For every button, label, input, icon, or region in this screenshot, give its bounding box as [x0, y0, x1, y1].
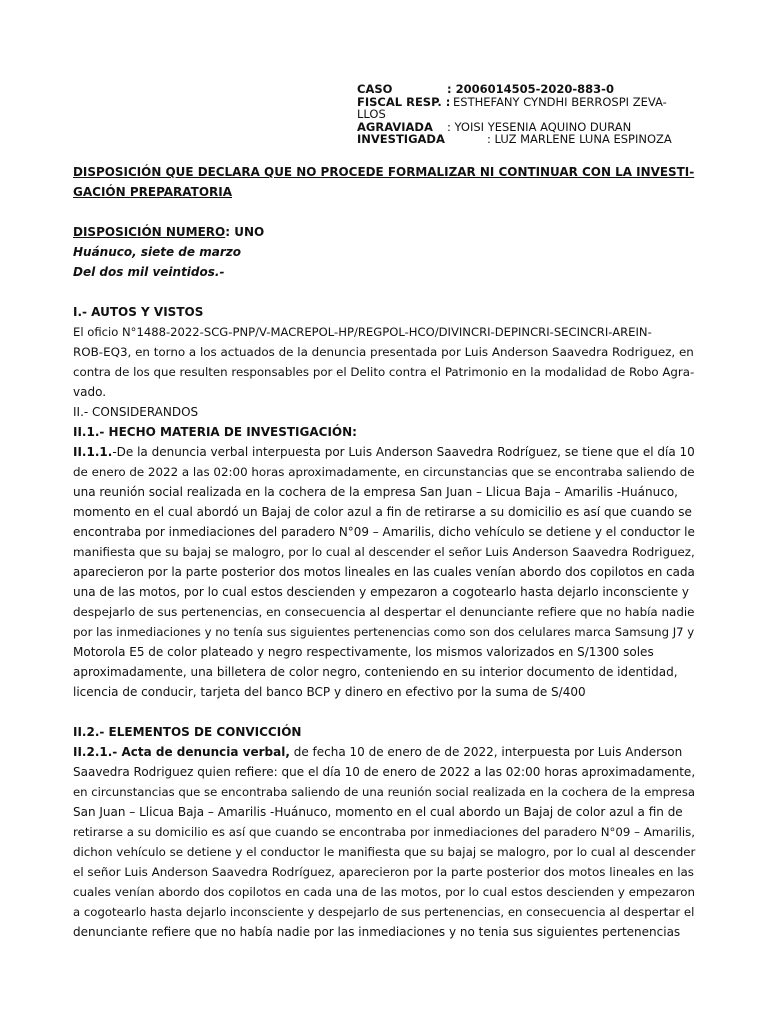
disposicion-value: : UNO: [225, 225, 265, 239]
title-line-2: GACIÓN PREPARATORIA: [73, 185, 233, 199]
hecho-line: despejarlo de sus pertenencias, en consecuencia al despertar el denunciante refiere que no había nadie: [73, 605, 695, 619]
hecho-line: manifiesta que su bajaj se malogro, por lo cual al descender el señor Luis Anderson Saavedra Rodriguez,: [73, 545, 695, 559]
autos-section: [73, 302, 695, 702]
elementos-line: el señor Luis Anderson Saavedra Rodríguez, aparecieron por la parte posterior dos motos lineales en las: [73, 865, 694, 879]
hecho-line: de enero de 2022 a las 02:00 horas aproximadamente, en circunstancias que se encontraba saliendo de: [73, 465, 695, 479]
elementos-line: Saavedra Rodriguez quien refiere: que el día 10 de enero de 2022 a las 02:00 horas aproximadamente,: [73, 765, 696, 779]
hecho-heading: II.1.- HECHO MATERIA DE INVESTIGACIÓN:: [73, 425, 357, 439]
hecho-number: II.1.1.: [73, 445, 113, 459]
hecho-line: aproximadamente, una billetera de color negro, conteniendo en su interior documento de identidad,: [73, 665, 678, 679]
investigada-row: [357, 133, 695, 146]
hecho-line: licencia de conducir, tarjeta del banco BCP y dinero en efectivo por la suma de S/400: [73, 685, 586, 699]
investigada-label: INVESTIGADA: [357, 132, 445, 146]
disposicion-block: [73, 222, 695, 282]
caso-label: CASO: [357, 82, 393, 96]
elementos-section: [73, 722, 695, 942]
autos-heading: I.- AUTOS Y VISTOS: [73, 305, 204, 319]
autos-line: vado.: [73, 385, 107, 399]
fiscal-value: ESTHEFANY CYNDHI BERROSPI ZEVA-: [453, 94, 667, 109]
agraviada-value: : YOISI YESENIA AQUINO DURAN: [447, 119, 632, 134]
elementos-line: II.2.1.- Acta de denuncia verbal, de fecha 10 de enero de de 2022, interpuesta por Luis Anderson: [73, 745, 683, 759]
fiscal-row: [357, 96, 695, 109]
elementos-line: retirarse a su domicilio es así que cuando se encontraba por inmediaciones del paradero N°09 – Amarilis,: [73, 825, 695, 839]
hecho-line: momento en el cual abordó un Bajaj de color azul a fin de retirarse a su domicilio es así que cuando se: [73, 505, 692, 519]
disposicion-number: [73, 222, 695, 242]
title-line-1: DISPOSICIÓN QUE DECLARA QUE NO PROCEDE FORMALIZAR NI CONTINUAR CON LA INVESTI-: [73, 165, 695, 179]
hecho-line: aparecieron por la parte posterior dos motos lineales en las cuales venían abordo dos copilotos en cada: [73, 565, 695, 579]
autos-line: ROB-EQ3, en torno a los actuados de la denuncia presentada por Luis Anderson Saavedra Rodriguez, en: [73, 345, 694, 359]
acta-title: II.2.1.- Acta de denuncia verbal,: [73, 745, 290, 759]
disposicion-label: DISPOSICIÓN NUMERO: [73, 225, 226, 239]
hecho-line: una de las motos, por lo cual estos descienden y empezaron a cogotearlo hasta dejarlo inconsciente y: [73, 585, 690, 599]
elementos-line: cuales venían abordo dos copilotos en cada una de las motos, por lo cual estos descienden y empezaron: [73, 885, 695, 899]
caso-value: : 2006014505-2020-883-0: [447, 82, 614, 96]
considerandos-heading: II.- CONSIDERANDOS: [73, 405, 199, 419]
investigada-value: : LUZ MARLENE LUNA ESPINOZA: [487, 132, 672, 146]
hecho-line: Motorola E5 de color plateado y negro respectivamente, los mismos valorizados en S/1300 soles: [73, 645, 654, 659]
document-title: [73, 162, 695, 202]
fiscal-label: FISCAL RESP. :: [357, 94, 451, 109]
elementos-line: a cogotearlo hasta dejarlo inconsciente y despejarlo de sus pertenencias, en consecuencia al despertar el: [73, 905, 695, 919]
fiscal-value-2: LLOS: [357, 107, 386, 121]
year-text: Del dos mil veintidos.-: [73, 265, 225, 279]
hecho-line: II.1.1.-De la denuncia verbal interpuesta por Luis Anderson Saavedra Rodríguez, se tiene que el día 10: [73, 445, 695, 459]
autos-line: contra de los que resulten responsables por el Delito contra el Patrimonio en la modalidad de Robo Agra-: [73, 365, 695, 379]
place-date: Huánuco, siete de marzo: [73, 245, 241, 259]
hecho-line: una reunión social realizada en la cochera de la empresa San Juan – Llicua Baja – Amarilis -Huánuco,: [73, 485, 678, 499]
case-header: [357, 83, 695, 146]
agraviada-label: AGRAVIADA: [357, 119, 433, 134]
elementos-line: dichon vehículo se detiene y el conductor le manifiesta que su bajaj se malogro, por lo cual al descender: [73, 845, 696, 859]
elementos-line: denunciante refiere que no había nadie por las inmediaciones y no tenia sus siguientes pertenencias: [73, 925, 681, 939]
hecho-line: encontraba por inmediaciones del paradero N°09 – Amarilis, dicho vehículo se detiene y el conductor le: [73, 525, 695, 539]
elementos-line: San Juan – Llicua Baja – Amarilis -Huánuco, momento en el cual abordo un Bajaj de color azul a fin de: [73, 805, 683, 819]
elementos-heading: II.2.- ELEMENTOS DE CONVICCIÓN: [73, 725, 302, 739]
hecho-line: por las inmediaciones y no tenía sus siguientes pertenencias como son dos celulares marca Samsung J7 y: [73, 625, 695, 639]
autos-line: El oficio N°1488-2022-SCG-PNP/V-MACREPOL-HP/REGPOL-HCO/DIVINCRI-DEPINCRI-SECINCRI-AREIN-: [73, 325, 652, 339]
elementos-line: en circunstancias que se encontraba saliendo de una reunión social realizada en la cochera de la empresa: [73, 785, 696, 799]
